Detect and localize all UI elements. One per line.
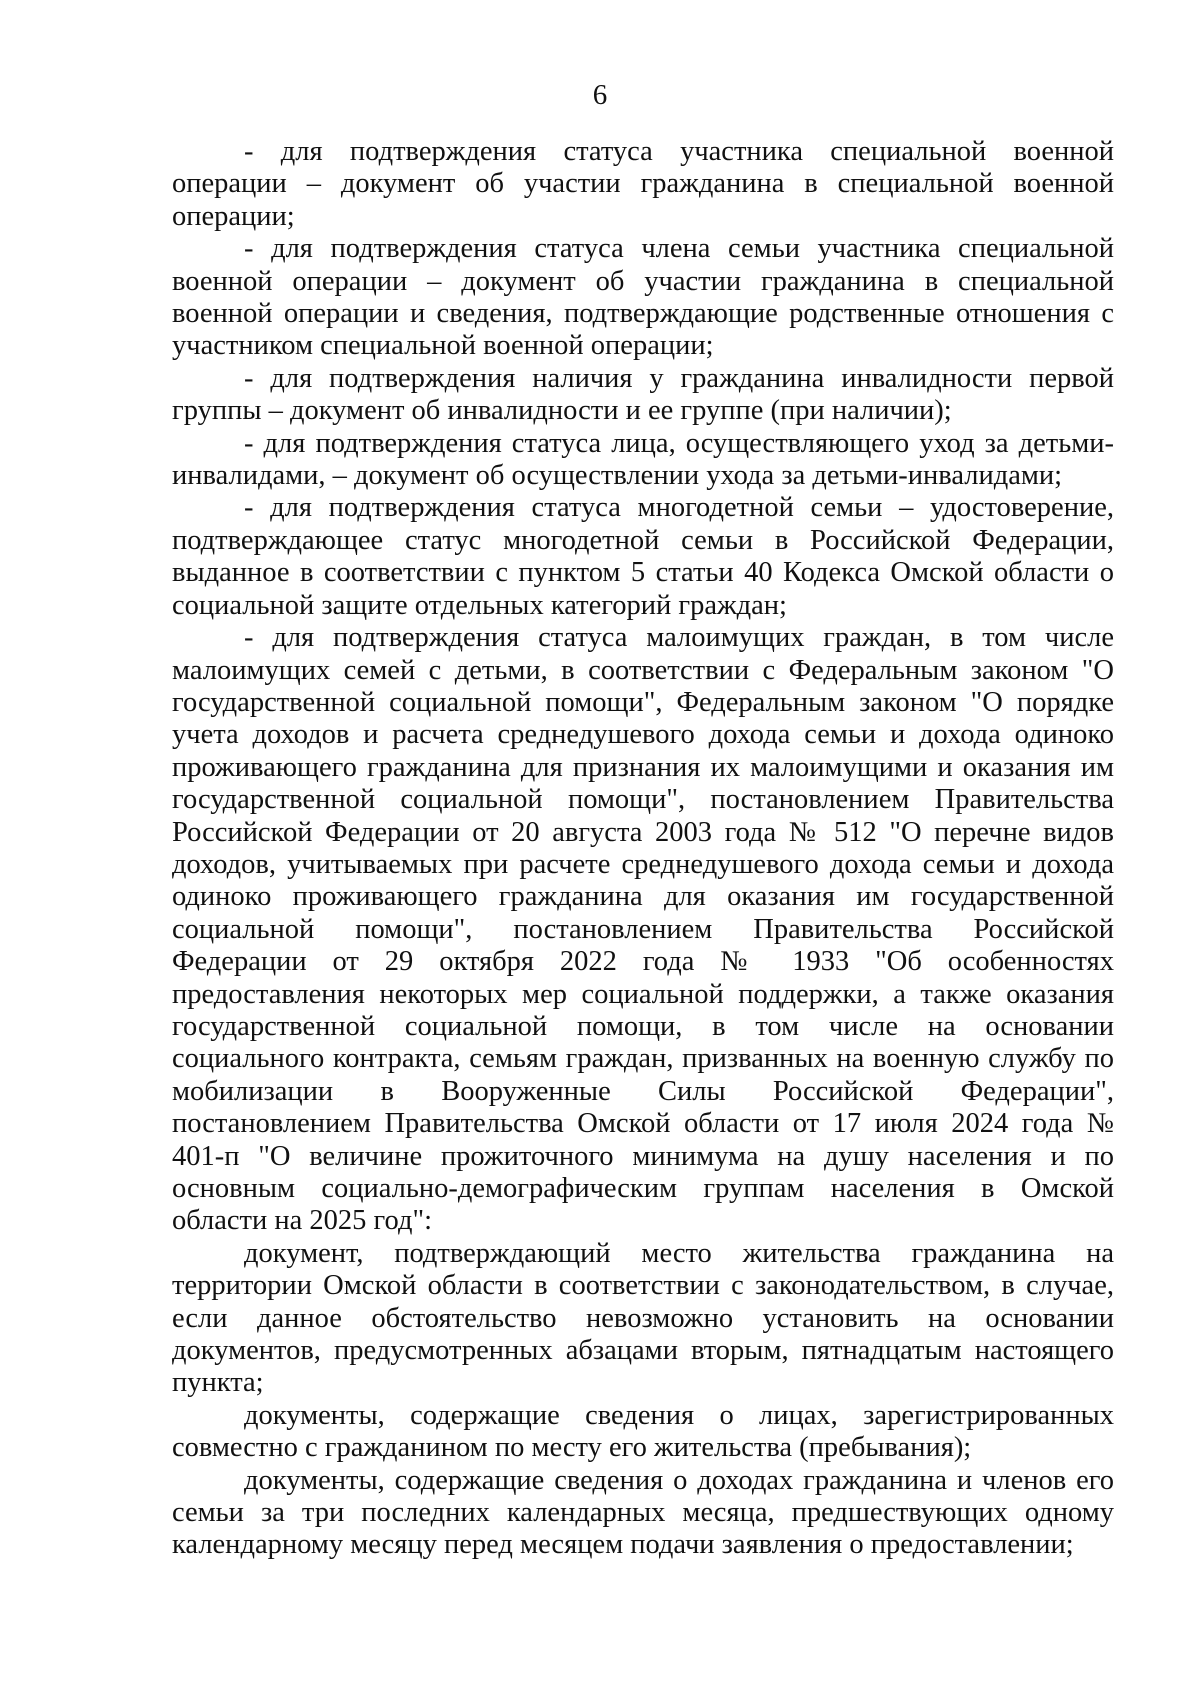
document-body: [172, 136, 1114, 1562]
paragraph: - для подтверждения статуса участника специальной военной операции – документ об участии гражданина в специальной военной операции;: [172, 136, 1114, 232]
page-number: 6: [592, 79, 608, 111]
paragraph: документы, содержащие сведения о доходах гражданина и членов его семьи за три последних календарных месяца, предшествующих одному календарному месяцу перед месяцем подачи заявления о предоставлении;: [172, 1464, 1114, 1561]
paragraph: документ, подтверждающий место жительства гражданина на территории Омской области в соответствии с законодательством, в случае, если данное обстоятельство невозможно установить на основании документов, предусмотренных абзацами вторым, пятнадцатым настоящего пункта;: [172, 1237, 1114, 1399]
paragraph: - для подтверждения статуса члена семьи участника специальной военной операции – документ об участии гражданина в специальной военной операции и сведения, подтверждающие родственные отношения с участником специальной военной операции;: [172, 233, 1114, 362]
paragraph: - для подтверждения статуса малоимущих граждан, в том числе малоимущих семей с детьми, в соответствии с Федеральным законом "О государственной социальной помощи", Федеральным законом "О порядке учета доходов и расчета среднедушевого дохода семьи и дохода одиноко проживающего гражданина для признания их малоимущими и оказания им государственной социальной помощи", постановлением Правительства Российской Федерации от 20 августа 2003 года № 512 "О перечне видов доходов, учитываемых при расчете среднедушевого дохода семьи и дохода одиноко проживающего гражданина для оказания им государственной социальной помощи", постановлением Правительства Российской Федерации от 29 октября 2022 года № 1933 "Об особенностях предоставления некоторых мер социальной поддержки, а также оказания государственной социальной помощи, в том числе на основании социального контракта, семьям граждан, призванных на военную службу по мобилизации в Вооруженные Силы Российской Федерации", постановлением Правительства Омской области от 17 июля 2024 года № 401-п "О величине прожиточного минимума на душу населения и по основным социально-демографическим группам населения в Омской области на 2025 год":: [172, 622, 1114, 1237]
paragraph: - для подтверждения статуса лица, осуществляющего уход за детьми-инвалидами, – документ об осуществлении ухода за детьми-инвалидами;: [172, 427, 1114, 492]
paragraph: документы, содержащие сведения о лицах, зарегистрированных совместно с гражданином по месту его жительства (пребывания);: [172, 1399, 1114, 1464]
paragraph: - для подтверждения наличия у гражданина инвалидности первой группы – документ об инвалидности и ее группе (при наличии);: [172, 362, 1114, 427]
paragraph: - для подтверждения статуса многодетной семьи – удостоверение, подтверждающее статус многодетной семьи в Российской Федерации, выданное в соответствии с пунктом 5 статьи 40 Кодекса Омской области о социальной защите отдельных категорий граждан;: [172, 492, 1114, 621]
